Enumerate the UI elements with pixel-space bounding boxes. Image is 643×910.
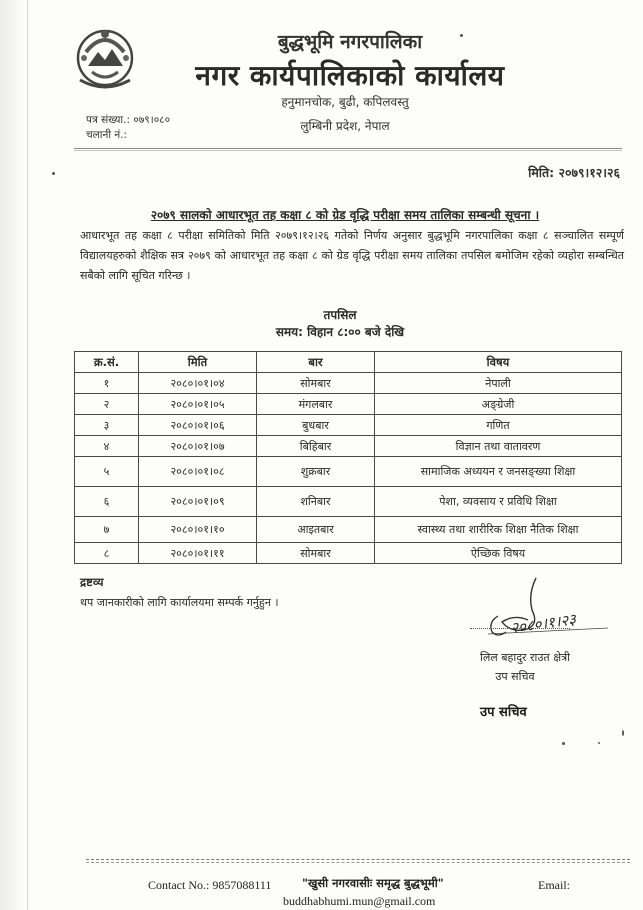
cell-sn: ८ — [75, 543, 139, 564]
note-text: थप जानकारीको लागि कार्यालयमा सम्पर्क गर्नुहुन । — [80, 596, 279, 609]
cell-date: २०८०।०१।०५ — [139, 394, 257, 415]
scan-edge-line — [27, 0, 28, 910]
cell-day: सोमबार — [257, 373, 375, 394]
scan-speck — [52, 172, 55, 175]
cell-subject: सामाजिक अध्ययन र जनसङ्ख्या शिक्षा — [375, 457, 622, 487]
col-header-subject: विषय — [375, 352, 622, 373]
letter-number: पत्र संख्या.: ०७९।०८० — [86, 114, 171, 126]
table-header-row — [75, 352, 622, 373]
col-header-day: बार — [257, 352, 375, 373]
office-address: हनुमानचोक, बुढी, कपिलवस्तु — [281, 95, 409, 109]
table-row — [75, 457, 622, 487]
cell-subject: नेपाली — [375, 373, 622, 394]
cell-subject: पेशा, व्यवसाय र प्रविधि शिक्षा — [375, 487, 622, 517]
cell-subject: विज्ञान तथा वातावरण — [375, 436, 622, 457]
signatory-name: लिल बहादुर राउत क्षेत्री — [479, 651, 571, 664]
footer-email: buddhabhumi.mun@gmail.com — [283, 894, 436, 908]
letter-date: मिति: २०७९।१२।२६ — [528, 165, 620, 180]
cell-sn: १ — [75, 373, 139, 394]
table-row — [75, 415, 622, 436]
cell-sn: ५ — [75, 457, 139, 487]
table-row — [75, 436, 622, 457]
cell-sn: ७ — [75, 517, 139, 543]
cell-sn: ६ — [75, 487, 139, 517]
exam-schedule-table — [74, 351, 622, 564]
cell-day: शनिबार — [257, 487, 375, 517]
footer-divider-shadow — [86, 862, 630, 863]
cell-date: २०८०।०१।०७ — [139, 436, 257, 457]
signature-dotted-line — [470, 628, 570, 629]
cell-date: २०८०।०१।०६ — [139, 415, 257, 436]
note-label: द्रष्टव्य — [80, 575, 104, 589]
cell-subject: ऐच्छिक विषय — [375, 543, 622, 564]
table-row — [75, 394, 622, 415]
header-divider — [74, 148, 622, 149]
table-row — [75, 487, 622, 517]
scan-speck — [562, 742, 565, 745]
footer-email-label: Email: — [538, 878, 570, 892]
cell-day: बुधबार — [257, 415, 375, 436]
header-divider-shadow — [74, 150, 622, 151]
cell-date: २०८०।०१।०८ — [139, 457, 257, 487]
cell-day: शुक्रबार — [257, 457, 375, 487]
footer-divider — [86, 859, 630, 860]
cell-day: बिहिबार — [257, 436, 375, 457]
exam-time: समय: विहान ८:०० बजे देखि — [275, 325, 405, 339]
nepal-emblem-icon — [74, 22, 136, 92]
schedule-heading: तपसिल — [323, 308, 357, 322]
col-header-date: मिति — [139, 352, 257, 373]
cell-day: मंगलबार — [257, 394, 375, 415]
official-stamp: उप सचिव — [480, 705, 527, 720]
table-row — [75, 517, 622, 543]
cell-date: २०८०।०१।११ — [139, 543, 257, 564]
signatory-post: उप सचिव — [495, 670, 535, 683]
cell-subject: अङ्ग्रेजी — [375, 394, 622, 415]
office-province: लुम्बिनी प्रदेश, नेपाल — [300, 119, 390, 133]
cell-subject: गणित — [375, 415, 622, 436]
cell-date: २०८०।०१।१० — [139, 517, 257, 543]
dispatch-number: चलानी नं.: — [86, 129, 128, 141]
cell-day: सोमबार — [257, 543, 375, 564]
footer-contact: Contact No.: 9857088111 — [148, 878, 272, 892]
table-row — [75, 543, 622, 564]
col-header-sn: क्र.सं. — [75, 352, 139, 373]
cell-subject: स्वास्थ्य तथा शारीरिक शिक्षा नैतिक शिक्षा — [375, 517, 622, 543]
notice-subject: २०७९ सालको आधारभूत तह कक्षा ८ को ग्रेड वृद्धि परीक्षा समय तालिका सम्बन्धी सूचना । — [150, 208, 540, 222]
cell-sn: ३ — [75, 415, 139, 436]
scan-speck — [598, 742, 600, 744]
cell-day: आइतबार — [257, 517, 375, 543]
cell-date: २०८०।०१।०९ — [139, 487, 257, 517]
office-title: नगर कार्यपालिकाको कार्यालय — [195, 59, 505, 92]
cell-date: २०८०।०१।०४ — [139, 373, 257, 394]
signature-date-handwriting: २०८०।१।२३ — [509, 610, 578, 638]
scan-speck — [460, 34, 463, 37]
cell-sn: २ — [75, 394, 139, 415]
scan-speck — [622, 730, 624, 736]
handwritten-signature — [458, 576, 618, 646]
table-row — [75, 373, 622, 394]
scan-left-edge — [0, 0, 26, 910]
cell-sn: ४ — [75, 436, 139, 457]
footer-slogan: "खुसी नगरवासीः समृद्ध बुद्धभूमी" — [302, 876, 444, 890]
municipality-name: बुद्धभूमि नगरपालिका — [277, 31, 423, 53]
notice-body: आधारभूत तह कक्षा ८ परीक्षा समितिको मिति २०७९।१२।२६ गतेको निर्णय अनुसार बुद्धभूमि नगरपालिका कक्षा ८ सञ्चालित सम्पूर्ण विद्यालयहरुको शैक्षिक सत्र २०७९ को आधारभूत तह कक्षा ८ को ग्रेड वृद्धि परीक्षा समय तालिका तपसिल बमोजिम रहेको व्यहोरा सम्बन्धित सबैको लागि सूचित गरिन्छ । — [80, 229, 624, 282]
